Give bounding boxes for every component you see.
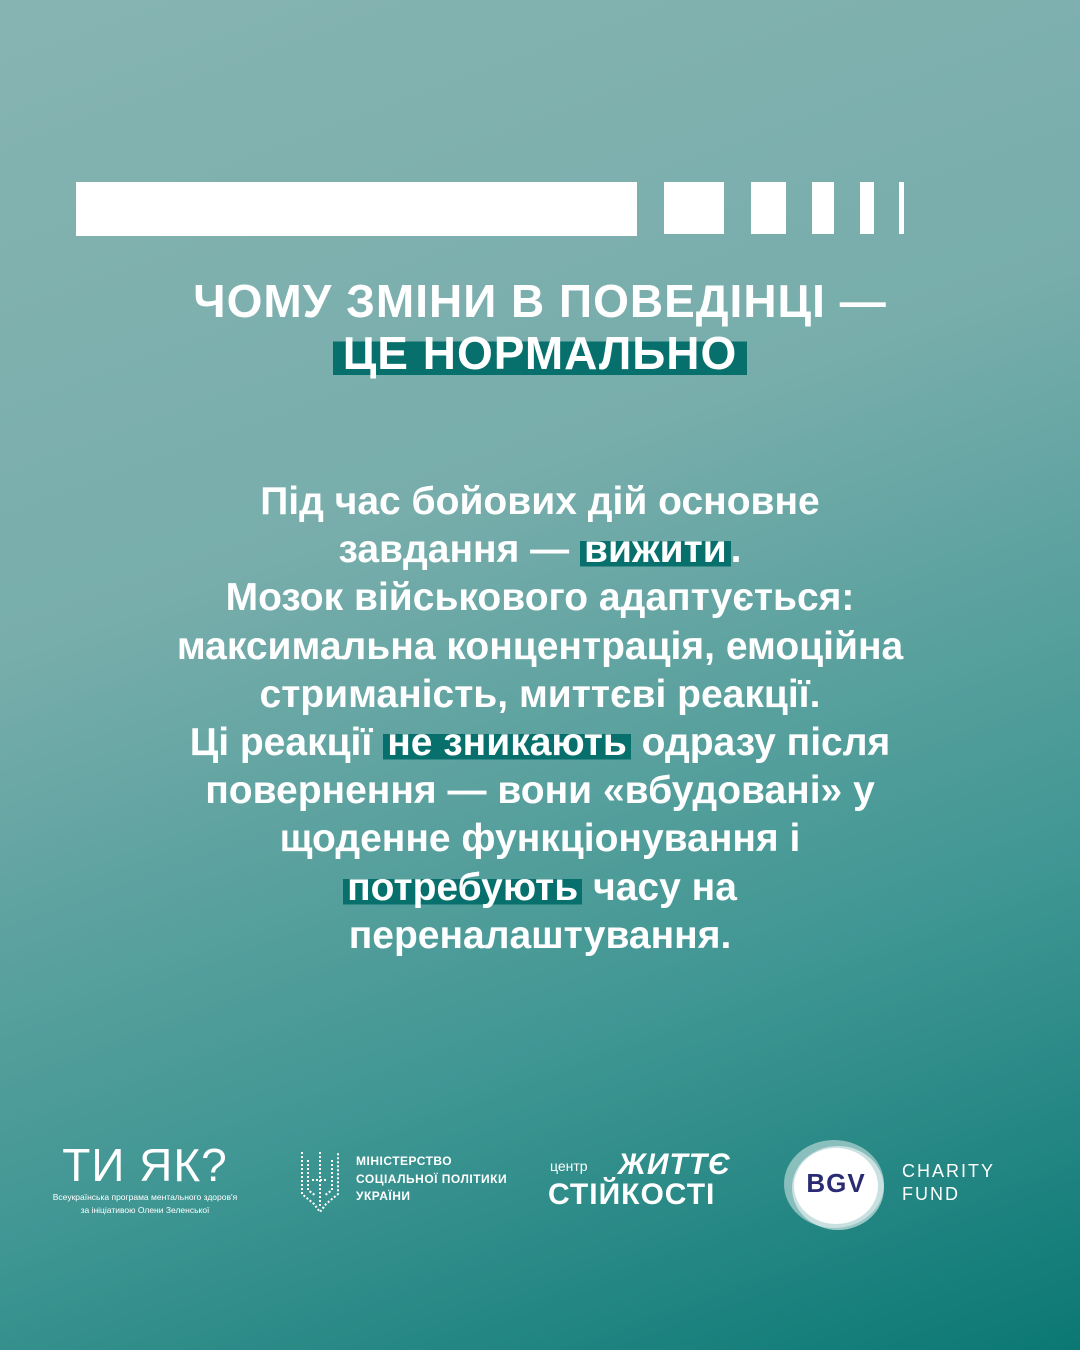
tyyak-logo-name: ТИ ЯК? [62, 1139, 228, 1191]
body-paragraph [40, 478, 1040, 960]
body-text-span: часу на [582, 865, 737, 909]
bgv-line-1: CHARITY [902, 1161, 996, 1181]
body-line: максимальна концентрація, емоційна [176, 624, 904, 668]
ministry-line-3: УКРАЇНИ [356, 1189, 411, 1203]
partner-logos [0, 1130, 1080, 1240]
body-text-span: завдання — [338, 528, 581, 572]
body-text-span: одразу після [630, 721, 891, 765]
body-text-span: . [730, 528, 742, 572]
bgv-line-2: FUND [902, 1184, 960, 1204]
bgv-charity-fund-text [902, 1160, 995, 1206]
tyyak-logo-subtitle-2: за ініціативою Олени Зеленської [80, 1205, 210, 1215]
decorative-bar-block [664, 182, 724, 234]
title-highlight: ЦЕ НОРМАЛЬНО [333, 327, 748, 379]
body-line: переналаштування. [348, 913, 732, 957]
decorative-bar-hairline [899, 182, 904, 234]
decorative-bar-thin [860, 182, 874, 234]
bgv-charity-fund-logo [782, 1138, 1012, 1238]
decorative-bar-medium [751, 182, 786, 234]
body-line: повернення — вони «вбудовані» у [205, 769, 875, 813]
body-line: стриманість, миттєві реакції. [259, 672, 821, 716]
body-line [40, 526, 1040, 574]
title-line-2 [0, 327, 1080, 379]
tyyak-logo [45, 1140, 245, 1216]
trident-icon [298, 1146, 342, 1216]
body-text-span: Ці реакції [189, 721, 384, 765]
ministry-line-2: СОЦІАЛЬНОЇ ПОЛІТИКИ [356, 1171, 508, 1186]
title-line-1: ЧОМУ ЗМІНИ В ПОВЕДІНЦІ — [193, 275, 887, 327]
highlight-survive: вижити [580, 528, 731, 571]
body-line [40, 719, 1040, 767]
ministry-logo-text [356, 1153, 507, 1206]
decorative-bar-long [76, 182, 637, 236]
body-line: Під час бойових дій основне [260, 480, 820, 523]
bgv-mark: BGV [806, 1168, 866, 1198]
page-title [0, 275, 1080, 379]
body-line: Мозок військового адаптується: [225, 576, 855, 620]
decorative-bar-narrow [812, 182, 834, 234]
resilience-centre-word-1: ЖИТТЄ [618, 1148, 731, 1181]
body-line [40, 864, 1040, 912]
highlight-do-not-disappear: не зникають [383, 721, 631, 764]
resilience-centre-small: центр [550, 1158, 588, 1174]
body-line: щоденне функціонування і [279, 817, 801, 861]
decorative-bars [0, 0, 1080, 260]
tyyak-logo-subtitle-1: Всеукраїнська програма ментального здоров'я [52, 1192, 238, 1202]
highlight-require: потребують [343, 866, 582, 909]
resilience-centre-logo [548, 1148, 748, 1222]
resilience-centre-word-2: СТІЙКОСТІ [548, 1178, 716, 1211]
ministry-logo [298, 1146, 528, 1216]
ministry-line-1: МІНІСТЕРСТВО [356, 1154, 453, 1168]
